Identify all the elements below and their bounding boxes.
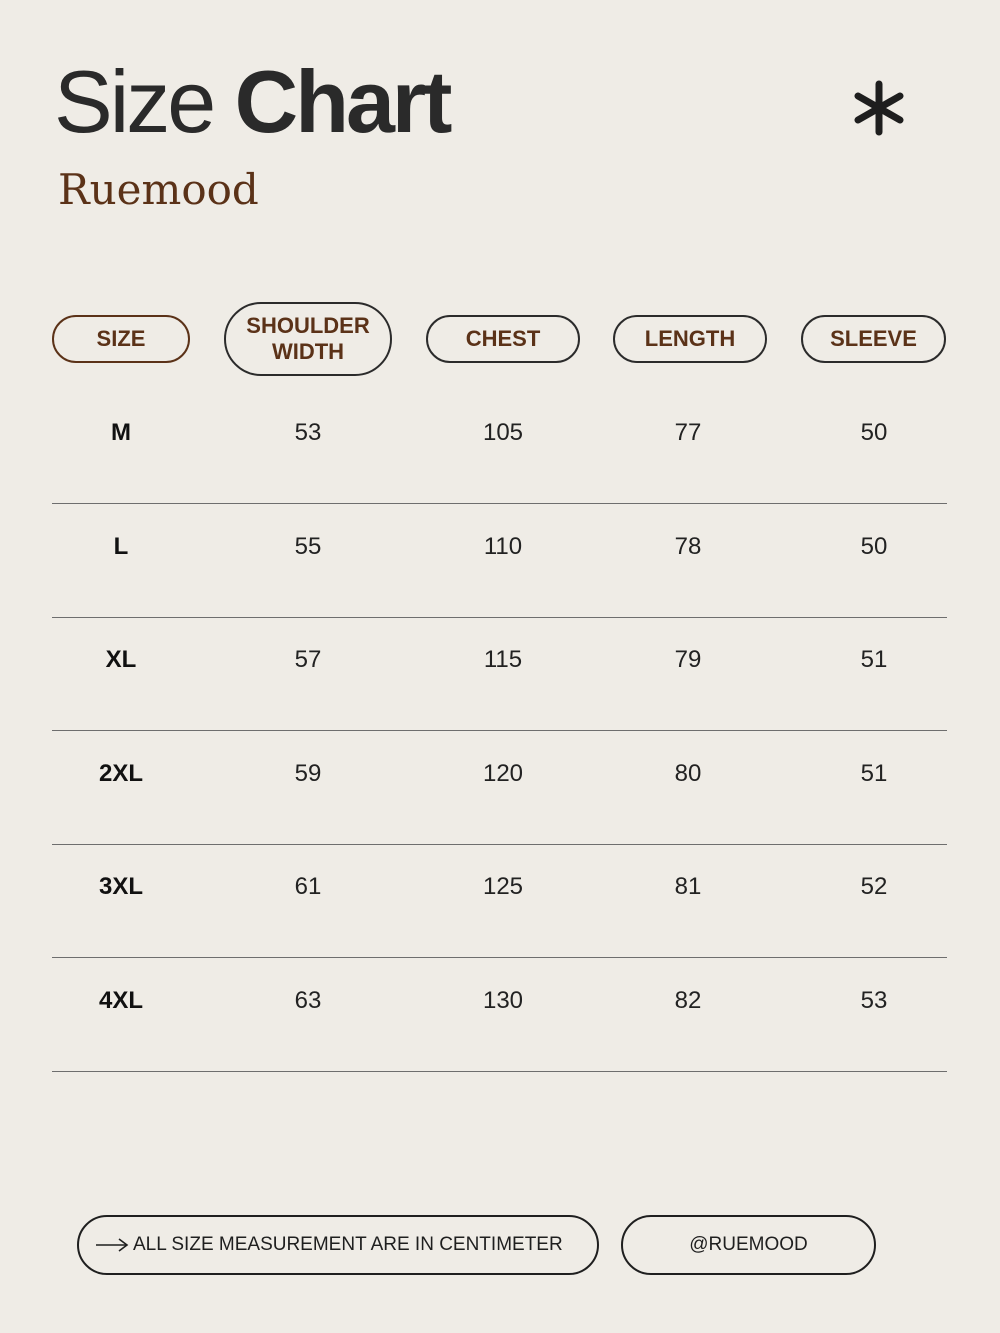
cell-sleeve: 53	[860, 986, 888, 1014]
cell-size: L	[113, 532, 129, 560]
cell-length: 78	[674, 532, 702, 560]
cell-shoulder-width: 53	[294, 419, 322, 446]
cell-shoulder-width: 63	[294, 986, 322, 1014]
cell-chest: 110	[483, 532, 523, 560]
title-bold: Chart	[234, 52, 450, 151]
cell-size: 3XL	[98, 873, 144, 900]
cell-chest: 115	[483, 646, 523, 673]
measurement-note	[77, 1215, 599, 1275]
cell-chest: 130	[482, 986, 524, 1014]
table-row	[52, 504, 947, 618]
cell-chest: 105	[482, 419, 524, 446]
cell-size: 4XL	[98, 986, 144, 1014]
table-row	[52, 844, 947, 958]
table-row	[52, 731, 947, 845]
table-row	[52, 958, 947, 1072]
cell-length: 77	[674, 419, 702, 446]
page-title	[54, 52, 449, 152]
cell-size: M	[111, 419, 131, 446]
brand-name: Ruemood	[58, 165, 259, 214]
cell-sleeve: 51	[860, 646, 888, 673]
cell-length: 82	[674, 986, 702, 1014]
cell-sleeve: 52	[860, 873, 888, 900]
header-length: LENGTH	[613, 315, 767, 363]
title-light: Size	[54, 52, 214, 151]
cell-length: 81	[674, 873, 702, 900]
cell-sleeve: 50	[860, 419, 888, 446]
cell-chest: 120	[482, 759, 524, 787]
header-chest: CHEST	[426, 315, 580, 363]
cell-shoulder-width: 61	[294, 873, 322, 900]
table-row	[52, 617, 947, 731]
header-size: SIZE	[52, 315, 190, 363]
header-sleeve: SLEEVE	[801, 315, 946, 363]
cell-length: 80	[674, 759, 702, 787]
cell-shoulder-width: 59	[294, 759, 322, 787]
social-handle: @RUEMOOD	[621, 1215, 876, 1275]
measurement-note-text: ALL SIZE MEASUREMENT ARE IN CENTIMETER	[133, 1234, 563, 1255]
cell-size: 2XL	[98, 759, 144, 787]
cell-shoulder-width: 55	[294, 532, 322, 560]
cell-sleeve: 51	[860, 759, 888, 787]
table-row	[52, 390, 947, 504]
cell-sleeve: 50	[860, 532, 888, 560]
arrow-right-icon	[95, 1238, 129, 1252]
asterisk-icon	[852, 78, 906, 138]
cell-length: 79	[674, 646, 702, 673]
cell-shoulder-width: 57	[294, 646, 322, 673]
cell-chest: 125	[482, 873, 524, 900]
cell-size: XL	[105, 646, 137, 673]
header-shoulder-width: SHOULDER WIDTH	[224, 302, 392, 376]
